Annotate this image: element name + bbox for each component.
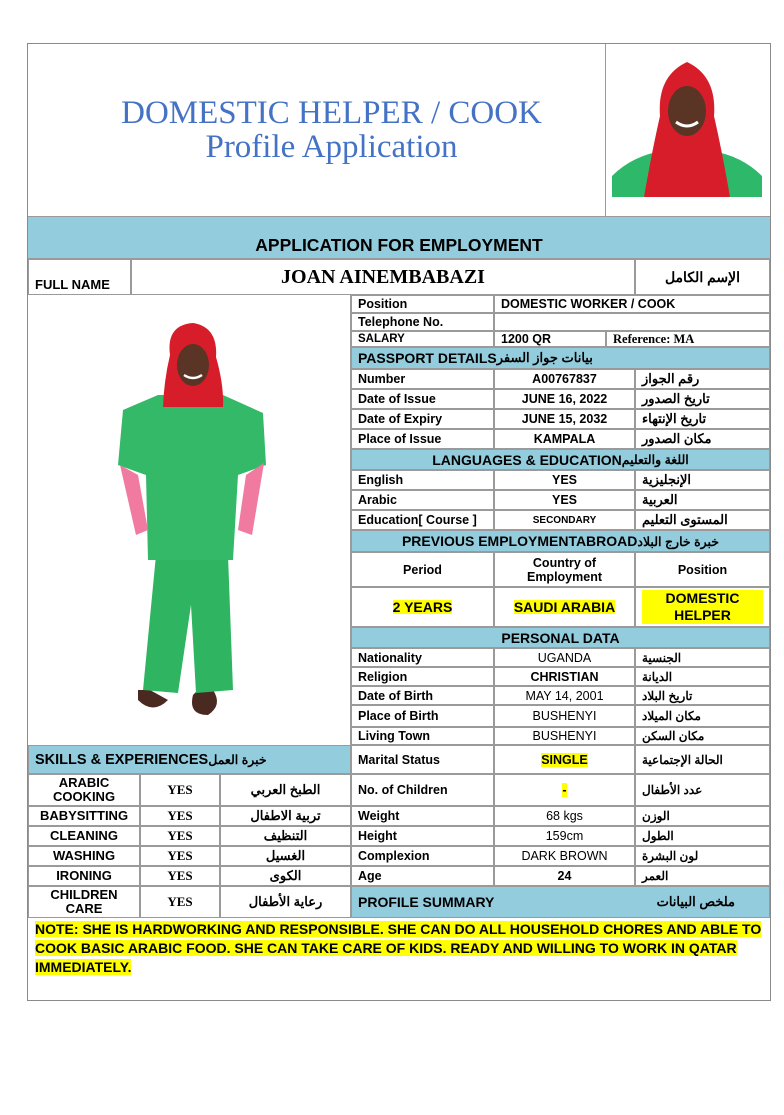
personal-row-value [494, 774, 635, 806]
personal-row-label-text: Living Town [358, 729, 430, 743]
previous-employment-heading [351, 530, 770, 552]
full-name-text: JOAN AINEMBABAZI [281, 265, 485, 288]
full-name-label [28, 259, 131, 295]
skill-row-ar-text: التنظيف [263, 828, 308, 843]
personal-row-ar [635, 648, 770, 667]
personal-data-heading [351, 627, 770, 648]
skill-row-ar-text: الغسيل [265, 848, 306, 863]
passport-row-value-text: JUNE 15, 2032 [521, 412, 608, 426]
passport-row-label [351, 369, 494, 389]
personal-row-ar-text: الحالة الإجتماعية [642, 752, 723, 767]
personal-row-value-text: MAY 14, 2001 [525, 688, 604, 703]
personal-row-value [494, 705, 635, 727]
telephone-label [351, 313, 494, 331]
skill-row-ar [220, 846, 351, 866]
skills-heading-text: SKILLS & EXPERIENCES [35, 751, 209, 768]
application-heading-band [28, 216, 770, 259]
salary-value [494, 331, 606, 347]
passport-row-value [494, 369, 635, 389]
personal-row-ar-text: الوزن [642, 809, 670, 823]
personal-row-ar [635, 806, 770, 826]
personal-row-value-text: BUSHENYI [532, 729, 597, 743]
skills-heading [28, 745, 351, 774]
language-row-label-text: English [358, 473, 404, 487]
salary-value-text: 1200 QR [501, 332, 552, 346]
full-name-value [131, 259, 635, 295]
personal-row-value [494, 667, 635, 686]
skill-row-ar [220, 866, 351, 886]
application-heading: APPLICATION FOR EMPLOYMENT [255, 235, 543, 255]
personal-row-ar-text: الجنسية [642, 650, 682, 665]
personal-row-ar [635, 727, 770, 745]
passport-row-value [494, 429, 635, 449]
personal-row-label [351, 826, 494, 846]
passport-row-ar [635, 409, 770, 429]
prev-country-text: SAUDI ARABIA [513, 599, 616, 615]
prev-position-text: DOMESTIC HELPER [642, 590, 763, 624]
profile-summary-heading-text: PROFILE SUMMARY [358, 894, 495, 910]
page-title: DOMESTIC HELPER / COOK [121, 95, 542, 131]
language-row-ar-text: العربية [642, 492, 678, 507]
skill-row-label [28, 826, 140, 846]
personal-row-ar [635, 774, 770, 806]
personal-row-value [494, 648, 635, 667]
skill-row-value [140, 886, 220, 918]
telephone-value [494, 313, 770, 331]
personal-row-label [351, 774, 494, 806]
passport-row-ar-text: تاريخ الإنتهاء [642, 411, 707, 426]
skill-row-label [28, 866, 140, 886]
profile-summary-heading-ar: ملخص البيانات [656, 894, 735, 909]
personal-row-ar [635, 705, 770, 727]
passport-row-ar [635, 369, 770, 389]
page-subtitle: Profile Application [205, 129, 458, 165]
passport-row-ar [635, 389, 770, 409]
passport-row-value-text: KAMPALA [533, 432, 596, 446]
personal-row-label [351, 745, 494, 774]
passport-heading-ar: بيانات جواز السفر [496, 350, 593, 365]
previous-employment-heading-ar: خبرة خارج البلاد [637, 534, 720, 549]
personal-row-value [494, 745, 635, 774]
personal-row-value-text: UGANDA [537, 650, 592, 665]
personal-row-ar-text: مكان السكن [642, 729, 705, 743]
personal-row-ar-text: تاريخ البلاد [642, 688, 693, 703]
skill-row-ar-text: الكوى [269, 868, 302, 883]
language-row-ar [635, 510, 770, 530]
personal-row-label [351, 705, 494, 727]
personal-row-value-text: - [562, 783, 567, 797]
language-row-label-text: Education[ Course ] [358, 513, 477, 527]
language-row-ar-text: الإنجليزية [642, 472, 692, 487]
personal-data-heading-text: PERSONAL DATA [501, 629, 620, 646]
passport-row-value [494, 389, 635, 409]
prev-col-position-text: Position [677, 562, 728, 577]
personal-row-label [351, 667, 494, 686]
skill-row-ar-text: رعاية الأطفال [248, 894, 323, 909]
full-name-label-ar [635, 259, 770, 295]
personal-row-ar-text: العمر [642, 869, 669, 883]
personal-row-value [494, 846, 635, 866]
full-body-photo [28, 295, 351, 745]
personal-row-ar [635, 745, 770, 774]
prev-col-period [351, 552, 494, 587]
personal-row-value-text: CHRISTIAN [530, 669, 599, 684]
prev-country-value [494, 587, 635, 627]
personal-row-label-text: Complexion [358, 849, 430, 863]
personal-row-label [351, 727, 494, 745]
skill-row-value-text: YES [167, 808, 193, 823]
prev-period-text: 2 YEARS [392, 599, 453, 615]
passport-row-value-text: JUNE 16, 2022 [521, 392, 608, 406]
skill-row-value [140, 846, 220, 866]
skill-row-ar-text: الطبخ العربي [250, 782, 321, 797]
personal-row-value-text: SINGLE [541, 752, 588, 767]
skill-row-ar [220, 886, 351, 918]
personal-row-label-text: No. of Children [358, 783, 448, 797]
full-name-ar-text: الإسم الكامل [664, 268, 741, 285]
salary-label-text: SALARY [358, 333, 405, 345]
skill-row-value-text: YES [167, 868, 193, 883]
skill-row-label [28, 774, 140, 806]
skill-row-value [140, 806, 220, 826]
personal-row-ar-text: لون البشرة [642, 849, 699, 863]
full-name-label-text: FULL NAME [35, 277, 110, 292]
personal-row-value-text: 68 kgs [546, 809, 583, 823]
position-label-text: Position [358, 297, 408, 311]
language-row-ar [635, 490, 770, 510]
position-label [351, 295, 494, 313]
passport-row-value-text: A00767837 [532, 372, 597, 386]
skill-row-value-text: YES [167, 894, 193, 909]
prev-col-position [635, 552, 770, 587]
note-text: NOTE: SHE IS HARDWORKING AND RESPONSIBLE. SHE CAN DO ALL HOUSEHOLD CHORES AND ABLE TO COOK BASIC ARABIC FOOD. SHE CAN TAKE CARE OF KIDS. READY AND WILLING TO WORK IN QATAR IMMEDIATELY. [35, 921, 762, 975]
languages-heading [351, 449, 770, 470]
personal-row-label [351, 648, 494, 667]
personal-row-ar [635, 667, 770, 686]
personal-row-label-text: Height [358, 829, 397, 843]
personal-row-ar-text: مكان الميلاد [642, 709, 701, 723]
language-row-value-text: YES [551, 473, 577, 487]
personal-row-value-text: 159cm [545, 829, 584, 843]
personal-row-label-text: Nationality [358, 650, 422, 665]
skill-row-value-text: YES [167, 848, 193, 863]
position-value-text: DOMESTIC WORKER / COOK [501, 297, 676, 311]
passport-row-label-text: Place of Issue [358, 432, 442, 446]
personal-row-label-text: Marital Status [358, 752, 440, 767]
passport-row-label [351, 409, 494, 429]
languages-heading-ar: اللغة والتعليم [621, 453, 689, 467]
personal-row-label-text: Date of Birth [358, 688, 433, 703]
profile-summary-heading [351, 886, 770, 918]
skill-row-ar [220, 774, 351, 806]
language-row-ar-text: المستوى التعليم [642, 512, 728, 527]
personal-row-value [494, 826, 635, 846]
skill-row-label [28, 886, 140, 918]
skill-row-value [140, 774, 220, 806]
skill-row-label-text: IRONING [56, 868, 112, 883]
skill-row-label-text: CHILDREN CARE [50, 887, 118, 916]
personal-row-ar-text: الطول [642, 829, 674, 843]
language-row-value-text: SECONDARY [532, 514, 597, 526]
personal-row-ar [635, 846, 770, 866]
language-row-value [494, 490, 635, 510]
skill-row-label-text: CLEANING [50, 828, 118, 843]
personal-row-value [494, 727, 635, 745]
reference-value [606, 331, 770, 347]
passport-row-ar [635, 429, 770, 449]
previous-employment-heading-text: PREVIOUS EMPLOYMENTABROAD [401, 533, 638, 549]
passport-row-label [351, 429, 494, 449]
language-row-value [494, 510, 635, 530]
headshot-photo [612, 56, 762, 197]
personal-row-label [351, 806, 494, 826]
language-row-value [494, 470, 635, 490]
skills-heading-ar: خبرة العمل [208, 753, 267, 767]
passport-row-ar-text: مكان الصدور [642, 431, 712, 446]
personal-row-label [351, 846, 494, 866]
passport-row-value [494, 409, 635, 429]
telephone-label-text: Telephone No. [358, 315, 444, 329]
position-value [494, 295, 770, 313]
skill-row-label [28, 806, 140, 826]
language-row-label [351, 470, 494, 490]
personal-row-label-text: Age [358, 869, 382, 883]
skill-row-ar [220, 806, 351, 826]
prev-col-country [494, 552, 635, 587]
language-row-label-text: Arabic [358, 493, 397, 507]
note-box [28, 918, 770, 1000]
skill-row-label [28, 846, 140, 866]
prev-col-country-text: Country of Employment [526, 555, 602, 584]
passport-row-label-text: Number [358, 372, 406, 386]
personal-row-label-text: Religion [358, 669, 408, 684]
skill-row-value-text: YES [167, 828, 193, 843]
personal-row-label [351, 866, 494, 886]
personal-row-label-text: Place of Birth [358, 709, 439, 723]
skill-row-value [140, 866, 220, 886]
language-row-value-text: YES [551, 493, 577, 507]
personal-row-label-text: Weight [358, 809, 400, 823]
personal-row-value [494, 866, 635, 886]
personal-row-ar [635, 826, 770, 846]
prev-col-period-text: Period [403, 562, 442, 577]
personal-row-ar [635, 866, 770, 886]
personal-row-value [494, 686, 635, 705]
passport-row-label-text: Date of Expiry [358, 412, 443, 426]
personal-row-ar [635, 686, 770, 705]
personal-row-label [351, 686, 494, 705]
passport-heading-text: PASSPORT DETAILS [358, 350, 497, 366]
passport-row-label-text: Date of Issue [358, 392, 436, 406]
header-title-box [28, 44, 606, 216]
language-row-label [351, 510, 494, 530]
passport-row-ar-text: رقم الجواز [642, 371, 700, 386]
reference-text: Reference: MA [613, 331, 695, 346]
prev-period-value [351, 587, 494, 627]
skill-row-value [140, 826, 220, 846]
personal-row-value-text: DARK BROWN [521, 849, 608, 863]
salary-label [351, 331, 494, 347]
languages-heading-text: LANGUAGES & EDUCATION [432, 451, 622, 468]
skill-row-label-text: BABYSITTING [39, 808, 129, 823]
personal-row-ar-text: الديانة [642, 669, 673, 684]
skill-row-ar [220, 826, 351, 846]
personal-row-value-text: 24 [557, 869, 572, 883]
skill-row-label-text: WASHING [52, 848, 116, 863]
personal-row-ar-text: عدد الأطفال [642, 783, 703, 797]
prev-position-value [635, 587, 770, 627]
language-row-label [351, 490, 494, 510]
personal-row-value [494, 806, 635, 826]
passport-heading [351, 347, 770, 369]
skill-row-label-text: ARABIC COOKING [52, 775, 116, 804]
personal-row-value-text: BUSHENYI [532, 709, 597, 723]
skill-row-ar-text: تربية الاطفال [250, 808, 321, 823]
passport-row-ar-text: تاريخ الصدور [642, 391, 710, 406]
language-row-ar [635, 470, 770, 490]
skill-row-value-text: YES [167, 782, 193, 797]
passport-row-label [351, 389, 494, 409]
